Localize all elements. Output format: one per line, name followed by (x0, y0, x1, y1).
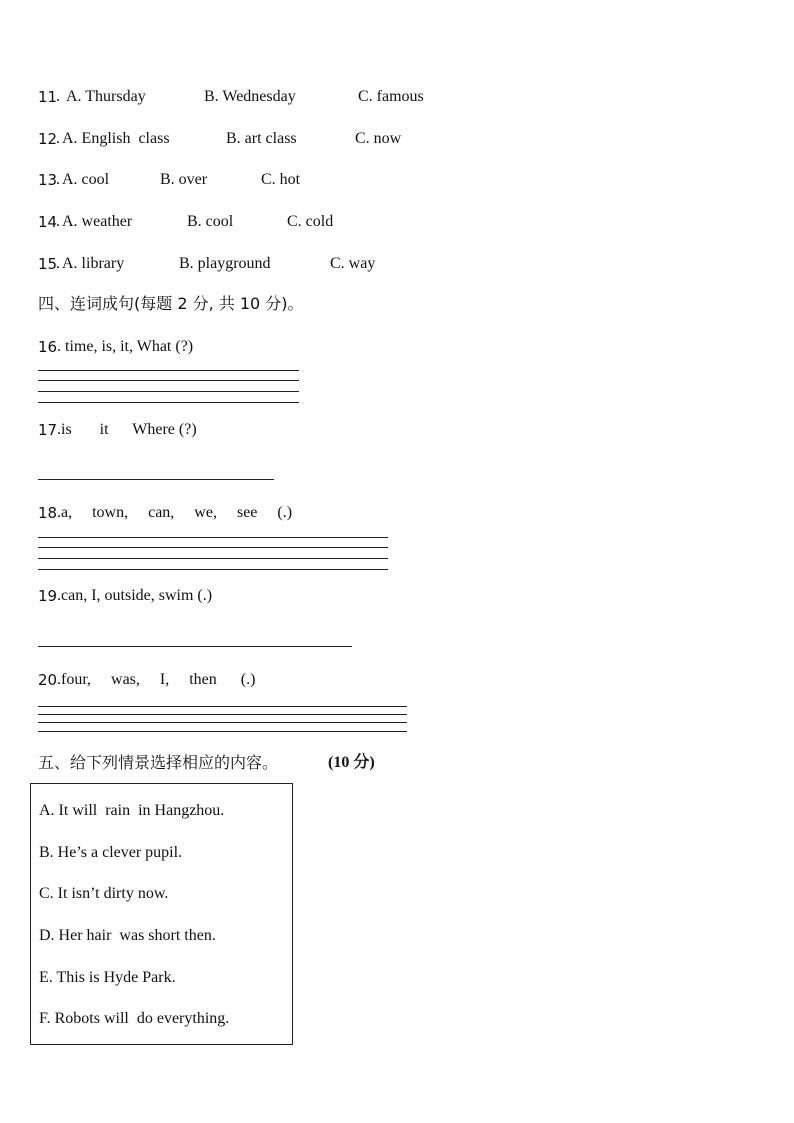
options-box (30, 783, 293, 1045)
option-b: B. cool (187, 213, 234, 230)
sentence-number: 17 (38, 421, 58, 439)
option-item-f: F. Robots will do everything. (39, 1010, 230, 1027)
option-b: B. art class (226, 130, 297, 147)
option-a: A. Thursday (66, 88, 146, 105)
question-separator: . (56, 213, 60, 230)
option-c: C. hot (261, 171, 301, 188)
question-separator: . (56, 255, 60, 272)
question-number: 13 (38, 171, 58, 189)
question-number: 11 (38, 88, 58, 106)
answer-line[interactable] (38, 370, 299, 371)
sentence-words: .a, town, can, we, see (.) (57, 504, 293, 521)
sentence-number: 18 (38, 504, 58, 522)
option-b: B. playground (179, 255, 271, 272)
question-number: 12 (38, 130, 58, 148)
answer-line[interactable] (38, 537, 388, 538)
answer-line[interactable] (38, 479, 274, 480)
option-item-c: C. It isn’t dirty now. (39, 885, 169, 902)
option-item-a: A. It will rain in Hangzhou. (39, 802, 225, 819)
sentence-number: 20 (38, 671, 58, 689)
answer-line[interactable] (38, 391, 299, 392)
section-4-title: 四、连词成句(每题 2 分, 共 10 分)。 (38, 294, 304, 313)
answer-line[interactable] (38, 569, 388, 570)
answer-line[interactable] (38, 714, 407, 715)
option-c: C. famous (358, 88, 424, 105)
option-a: A. library (62, 255, 125, 272)
option-a: A. English class (62, 130, 170, 147)
answer-line[interactable] (38, 722, 407, 723)
option-c: C. now (355, 130, 402, 147)
answer-line[interactable] (38, 731, 407, 732)
sentence-words: .four, was, I, then (.) (57, 671, 256, 688)
option-c: C. cold (287, 213, 334, 230)
section-5-title: 五、给下列情景选择相应的内容。 (38, 753, 279, 772)
option-item-e: E. This is Hyde Park. (39, 969, 176, 986)
sentence-number: 19 (38, 587, 58, 605)
question-separator: . (56, 171, 60, 188)
answer-line[interactable] (38, 380, 299, 381)
question-separator: . (56, 88, 64, 105)
section-5-score: (10 分) (328, 754, 375, 771)
answer-line[interactable] (38, 558, 388, 559)
answer-line[interactable] (38, 547, 388, 548)
question-number: 14 (38, 213, 58, 231)
answer-line[interactable] (38, 402, 299, 403)
option-item-d: D. Her hair was short then. (39, 927, 216, 944)
question-number: 15 (38, 255, 58, 273)
sentence-number: 16 (38, 338, 58, 356)
option-b: B. Wednesday (204, 88, 296, 105)
question-separator: . (56, 130, 60, 147)
option-c: C. way (330, 255, 376, 272)
sentence-words: .is it Where (?) (57, 421, 197, 438)
option-item-b: B. He’s a clever pupil. (39, 844, 183, 861)
answer-line[interactable] (38, 706, 407, 707)
sentence-words: .can, I, outside, swim (.) (57, 587, 213, 604)
option-b: B. over (160, 171, 208, 188)
answer-line[interactable] (38, 646, 352, 647)
option-a: A. weather (62, 213, 133, 230)
sentence-words: . time, is, it, What (?) (57, 338, 194, 355)
option-a: A. cool (62, 171, 110, 188)
